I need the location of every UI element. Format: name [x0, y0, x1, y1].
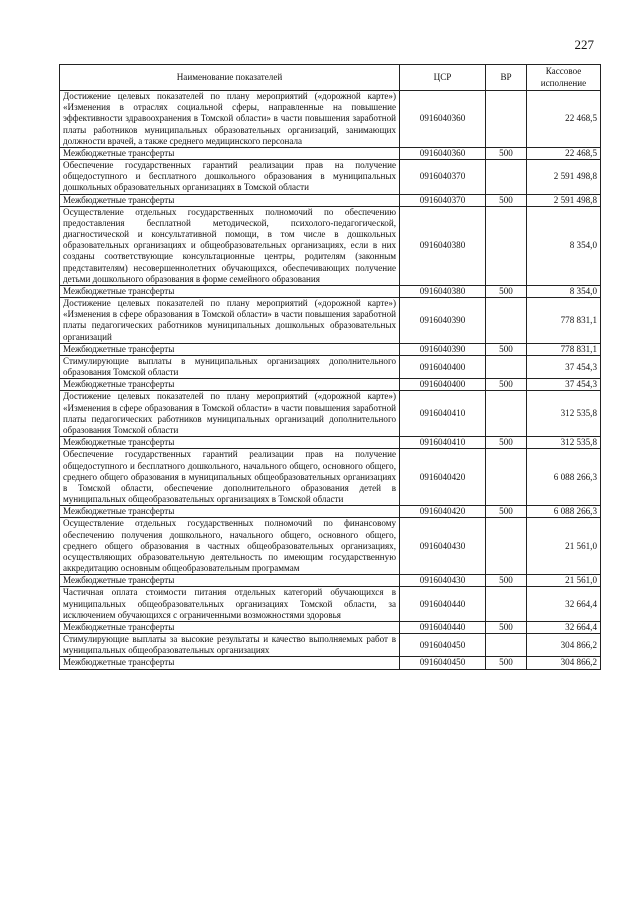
column-header-csr: ЦСР: [400, 65, 486, 91]
row-amount: 37 454,3: [527, 379, 601, 391]
row-csr: 0916040380: [400, 206, 486, 285]
table-header-row: [60, 65, 601, 91]
table-row: [60, 506, 601, 518]
column-header-vr: ВР: [486, 65, 527, 91]
row-vr: 500: [486, 379, 527, 391]
row-csr: 0916040440: [400, 587, 486, 622]
column-header-amount: Кассовое исполнение: [527, 65, 601, 91]
row-name: Межбюджетные трансферты: [60, 194, 400, 206]
row-name: Межбюджетные трансферты: [60, 147, 400, 159]
row-vr: [486, 355, 527, 378]
row-csr: 0916040450: [400, 657, 486, 669]
row-vr: 500: [486, 657, 527, 669]
row-amount: 32 664,4: [527, 621, 601, 633]
row-csr: 0916040390: [400, 298, 486, 344]
table-row: [60, 621, 601, 633]
row-amount: 778 831,1: [527, 343, 601, 355]
row-csr: 0916040410: [400, 437, 486, 449]
row-name: Обеспечение государственных гарантий реализации прав на получение общедоступного и бесплатного дошкольного, начального общего, основного общего, среднего общего образования в муниципальных общеобразовательных организациях в Томской области, обеспечение дополнительного образования детей в муниципальных общеобразовательных организациях в Томской области: [60, 449, 400, 506]
row-vr: [486, 518, 527, 575]
table-row: [60, 194, 601, 206]
row-vr: 500: [486, 437, 527, 449]
row-vr: [486, 91, 527, 148]
row-vr: 500: [486, 147, 527, 159]
row-name: Межбюджетные трансферты: [60, 657, 400, 669]
row-name: Стимулирующие выплаты за высокие результаты и качество выполняемых работ в муниципальных общеобразовательных организациях: [60, 634, 400, 657]
row-vr: 500: [486, 194, 527, 206]
row-name: Межбюджетные трансферты: [60, 285, 400, 297]
row-csr: 0916040360: [400, 147, 486, 159]
row-name: Межбюджетные трансферты: [60, 506, 400, 518]
row-amount: 21 561,0: [527, 575, 601, 587]
row-csr: 0916040440: [400, 621, 486, 633]
table-row: [60, 587, 601, 622]
row-vr: [486, 206, 527, 285]
table-row: [60, 91, 601, 148]
table-row: [60, 147, 601, 159]
table-row: [60, 285, 601, 297]
row-name: Достижение целевых показателей по плану мероприятий («дорожной карте») «Изменения в сфере образования в Томской области» в части повышения заработной платы педагогических работников муниципальных дошкольных образовательных организаций: [60, 298, 400, 344]
row-csr: 0916040370: [400, 160, 486, 195]
row-name: Осуществление отдельных государственных полномочий по финансовому обеспечению получения дошкольного, начального общего, основного общего, среднего общего образования в частных общеобразовательных организациях, осуществляющих образовательную деятельность по имеющим государственную аккредитацию основным общеобразовательным программам: [60, 518, 400, 575]
column-header-name: Наименование показателей: [60, 65, 400, 91]
row-amount: 2 591 498,8: [527, 194, 601, 206]
table-row: [60, 343, 601, 355]
row-name: Межбюджетные трансферты: [60, 343, 400, 355]
row-amount: 312 535,8: [527, 437, 601, 449]
row-amount: 2 591 498,8: [527, 160, 601, 195]
row-csr: 0916040430: [400, 575, 486, 587]
row-amount: 22 468,5: [527, 91, 601, 148]
row-vr: 500: [486, 343, 527, 355]
row-amount: 8 354,0: [527, 206, 601, 285]
row-vr: 500: [486, 621, 527, 633]
table-row: [60, 379, 601, 391]
row-name: Межбюджетные трансферты: [60, 575, 400, 587]
row-amount: 312 535,8: [527, 391, 601, 437]
row-amount: 22 468,5: [527, 147, 601, 159]
row-vr: [486, 449, 527, 506]
row-amount: 304 866,2: [527, 657, 601, 669]
row-name: Частичная оплата стоимости питания отдельных категорий обучающихся в муниципальных общеобразовательных организациях Томской области, за исключением обучающихся с ограниченными возможностями здоровья: [60, 587, 400, 622]
row-vr: [486, 634, 527, 657]
table-row: [60, 160, 601, 195]
row-csr: 0916040420: [400, 506, 486, 518]
row-amount: 304 866,2: [527, 634, 601, 657]
table-row: [60, 437, 601, 449]
page-number: 227: [574, 37, 594, 52]
row-csr: 0916040420: [400, 449, 486, 506]
row-csr: 0916040410: [400, 391, 486, 437]
table-row: [60, 355, 601, 378]
table-row: [60, 657, 601, 669]
table-row: [60, 206, 601, 285]
row-name: Межбюджетные трансферты: [60, 379, 400, 391]
row-name: Осуществление отдельных государственных полномочий по обеспечению предоставления бесплатной методической, психолого-педагогической, диагностической и консультативной помощи, в том числе в дошкольных образовательных организациях и общеобразовательных организациях, если в них созданы соответствующие консультационные центры, родителям (законным представителям) несовершеннолетних обучающихся, обеспечивающих получение детьми дошкольного образования в форме семейного образования: [60, 206, 400, 285]
row-amount: 37 454,3: [527, 355, 601, 378]
row-csr: 0916040360: [400, 91, 486, 148]
row-amount: 21 561,0: [527, 518, 601, 575]
row-csr: 0916040450: [400, 634, 486, 657]
row-csr: 0916040380: [400, 285, 486, 297]
row-name: Достижение целевых показателей по плану мероприятий («дорожной карте») «Изменения в сфере образования в Томской области» в части повышения заработной платы педагогических работников муниципальных организаций дополнительного образования Томской области: [60, 391, 400, 437]
row-csr: 0916040370: [400, 194, 486, 206]
table-row: [60, 575, 601, 587]
row-csr: 0916040390: [400, 343, 486, 355]
table-row: [60, 634, 601, 657]
row-vr: 500: [486, 506, 527, 518]
row-amount: 8 354,0: [527, 285, 601, 297]
row-vr: [486, 391, 527, 437]
row-vr: 500: [486, 575, 527, 587]
table-row: [60, 518, 601, 575]
row-amount: 778 831,1: [527, 298, 601, 344]
row-vr: [486, 587, 527, 622]
row-csr: 0916040400: [400, 379, 486, 391]
row-name: Межбюджетные трансферты: [60, 621, 400, 633]
row-amount: 6 088 266,3: [527, 449, 601, 506]
table-row: [60, 298, 601, 344]
row-name: Стимулирующие выплаты в муниципальных организациях дополнительного образования Томской области: [60, 355, 400, 378]
budget-table: [59, 64, 601, 670]
row-vr: 500: [486, 285, 527, 297]
row-name: Обеспечение государственных гарантий реализации прав на получение общедоступного и бесплатного дошкольного образования в муниципальных дошкольных образовательных организациях в Томской области: [60, 160, 400, 195]
table-row: [60, 449, 601, 506]
row-name: Достижение целевых показателей по плану мероприятий («дорожной карте») «Изменения в отраслях социальной сферы, направленные на повышение эффективности здравоохранения в Томской области» в части повышения заработной платы работников муниципальных образовательных организаций, занимающих должности врачей, а также среднего медицинского персонала: [60, 91, 400, 148]
row-vr: [486, 160, 527, 195]
table-row: [60, 391, 601, 437]
row-csr: 0916040430: [400, 518, 486, 575]
row-name: Межбюджетные трансферты: [60, 437, 400, 449]
row-csr: 0916040400: [400, 355, 486, 378]
row-amount: 6 088 266,3: [527, 506, 601, 518]
row-vr: [486, 298, 527, 344]
row-amount: 32 664,4: [527, 587, 601, 622]
